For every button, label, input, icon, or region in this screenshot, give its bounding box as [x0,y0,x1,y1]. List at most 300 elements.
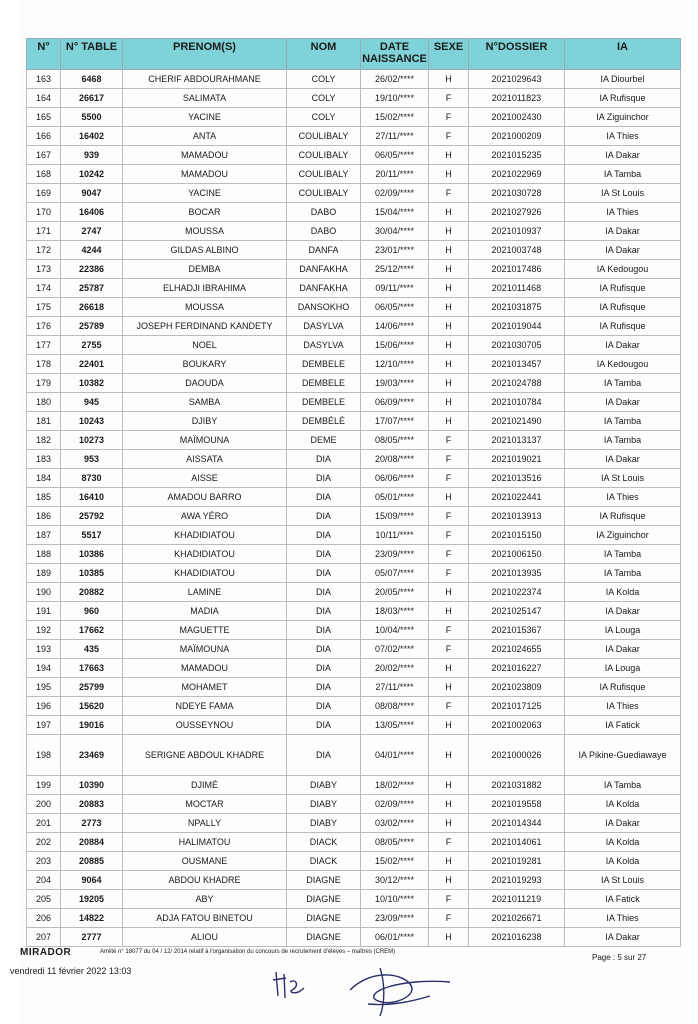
first-names: MAÏMOUNA [123,431,287,450]
table-row [27,450,681,469]
first-names: LAMINE [123,583,287,602]
row-number: 174 [27,279,61,298]
ia-office: IA Louga [565,659,681,678]
ia-office: IA Rufisque [565,317,681,336]
table-number: 2773 [61,814,123,833]
file-number: 2021031882 [469,776,565,795]
row-number: 164 [27,89,61,108]
file-number: 2021029643 [469,70,565,89]
table-number: 20882 [61,583,123,602]
birth-date: 30/04/**** [361,222,429,241]
table-row [27,716,681,735]
last-name: COLY [287,89,361,108]
last-name: DIABY [287,776,361,795]
table-row [27,469,681,488]
table-number: 10385 [61,564,123,583]
ia-office: IA Rufisque [565,298,681,317]
ia-office: IA St Louis [565,184,681,203]
table-number: 17662 [61,621,123,640]
last-name: DIAGNE [287,928,361,947]
table-number: 26617 [61,89,123,108]
table-number: 10242 [61,165,123,184]
last-name: DANFAKHA [287,279,361,298]
table-number: 939 [61,146,123,165]
birth-date: 23/01/**** [361,241,429,260]
file-number: 2021000026 [469,735,565,776]
first-names: DJIMÉ [123,776,287,795]
first-names: DAOUDA [123,374,287,393]
first-names: BOCAR [123,203,287,222]
first-names: AMADOU BARRO [123,488,287,507]
birth-date: 30/12/**** [361,871,429,890]
ia-office: IA Thies [565,488,681,507]
birth-date: 26/02/**** [361,70,429,89]
last-name: DIA [287,469,361,488]
birth-date: 15/06/**** [361,336,429,355]
file-number: 2021017486 [469,260,565,279]
sex: F [429,564,469,583]
last-name: DIA [287,640,361,659]
last-name: DEME [287,431,361,450]
first-names: SALIMATA [123,89,287,108]
table-number: 15620 [61,697,123,716]
file-number: 2021024788 [469,374,565,393]
row-number: 167 [27,146,61,165]
table-row [27,814,681,833]
sex: H [429,260,469,279]
table-row [27,374,681,393]
row-number: 198 [27,735,61,776]
ia-office: IA Louga [565,621,681,640]
sex: F [429,127,469,146]
last-name: DIACK [287,833,361,852]
first-names: AISSE [123,469,287,488]
table-number: 25789 [61,317,123,336]
row-number: 189 [27,564,61,583]
birth-date: 15/09/**** [361,507,429,526]
row-number: 186 [27,507,61,526]
file-number: 2021011219 [469,890,565,909]
sex: H [429,814,469,833]
ia-office: IA Ziguinchor [565,526,681,545]
birth-date: 10/11/**** [361,526,429,545]
last-name: DIA [287,488,361,507]
table-row [27,735,681,776]
first-names: JOSEPH FERDINAND KANDETY [123,317,287,336]
sex: H [429,298,469,317]
row-number: 205 [27,890,61,909]
last-name: DIA [287,583,361,602]
table-row [27,697,681,716]
sex: H [429,928,469,947]
sex: H [429,165,469,184]
last-name: DIA [287,450,361,469]
footer-print-date: vendredi 11 février 2022 13:03 [10,966,132,976]
table-number: 10382 [61,374,123,393]
file-number: 2021011823 [469,89,565,108]
ia-office: IA Dakar [565,393,681,412]
first-names: HALIMATOU [123,833,287,852]
first-names: SAMBA [123,393,287,412]
row-number: 175 [27,298,61,317]
file-number: 2021019044 [469,317,565,336]
table-number: 2747 [61,222,123,241]
row-number: 206 [27,909,61,928]
last-name: DEMBELE [287,355,361,374]
table-number: 10243 [61,412,123,431]
first-names: CHERIF ABDOURAHMANE [123,70,287,89]
table-row [27,602,681,621]
last-name: DIACK [287,852,361,871]
first-names: AISSATA [123,450,287,469]
last-name: DIA [287,602,361,621]
ia-office: IA Rufisque [565,279,681,298]
file-number: 2021000209 [469,127,565,146]
table-number: 9047 [61,184,123,203]
sex: F [429,184,469,203]
ia-office: IA Tamba [565,412,681,431]
table-row [27,108,681,127]
table-number: 5517 [61,526,123,545]
table-row [27,317,681,336]
first-names: YACINE [123,108,287,127]
table-row [27,640,681,659]
document-page [20,0,686,1024]
table-number: 25799 [61,678,123,697]
sex: H [429,374,469,393]
first-names: NOEL [123,336,287,355]
last-name: DASYLVA [287,317,361,336]
sex: F [429,469,469,488]
file-number: 2021016238 [469,928,565,947]
last-name: DEMBELE [287,393,361,412]
table-row [27,89,681,108]
ia-office: IA Kolda [565,852,681,871]
table-number: 2777 [61,928,123,947]
row-number: 172 [27,241,61,260]
row-number: 204 [27,871,61,890]
table-number: 23469 [61,735,123,776]
table-number: 2755 [61,336,123,355]
birth-date: 10/10/**** [361,890,429,909]
last-name: COLY [287,108,361,127]
birth-date: 06/06/**** [361,469,429,488]
sex: H [429,795,469,814]
birth-date: 06/09/**** [361,393,429,412]
table-number: 9064 [61,871,123,890]
first-names: DJIBY [123,412,287,431]
last-name: DIA [287,697,361,716]
ia-office: IA Fatick [565,716,681,735]
table-row [27,678,681,697]
row-number: 201 [27,814,61,833]
file-number: 2021026671 [469,909,565,928]
last-name: DIAGNE [287,890,361,909]
birth-date: 27/11/**** [361,678,429,697]
sex: F [429,545,469,564]
file-number: 2021024655 [469,640,565,659]
table-row [27,928,681,947]
ia-office: IA Kolda [565,583,681,602]
file-number: 2021022374 [469,583,565,602]
ia-office: IA Kedougou [565,260,681,279]
file-number: 2021002063 [469,716,565,735]
row-number: 163 [27,70,61,89]
table-row [27,412,681,431]
table-number: 17663 [61,659,123,678]
row-number: 203 [27,852,61,871]
last-name: DIA [287,716,361,735]
column-header: N° [27,39,61,70]
table-row [27,795,681,814]
first-names: MOCTAR [123,795,287,814]
first-names: KHADIDIATOU [123,526,287,545]
first-names: ALIOU [123,928,287,947]
table-row [27,526,681,545]
file-number: 2021030728 [469,184,565,203]
table-number: 10390 [61,776,123,795]
ia-office: IA Diourbel [565,70,681,89]
ia-office: IA Tamba [565,374,681,393]
column-header: PRENOM(S) [123,39,287,70]
table-row [27,146,681,165]
file-number: 2021025147 [469,602,565,621]
row-number: 173 [27,260,61,279]
last-name: DABO [287,203,361,222]
last-name: DIA [287,564,361,583]
table-number: 14822 [61,909,123,928]
last-name: DIA [287,735,361,776]
table-row [27,659,681,678]
file-number: 2021022969 [469,165,565,184]
file-number: 2021013457 [469,355,565,374]
sex: H [429,317,469,336]
last-name: DEMBELE [287,374,361,393]
first-names: ABDOU KHADRE [123,871,287,890]
first-names: ELHADJI IBRAHIMA [123,279,287,298]
birth-date: 06/01/**** [361,928,429,947]
table-number: 4244 [61,241,123,260]
sex: F [429,697,469,716]
row-number: 170 [27,203,61,222]
birth-date: 15/04/**** [361,203,429,222]
table-row [27,70,681,89]
birth-date: 08/05/**** [361,833,429,852]
birth-date: 02/09/**** [361,795,429,814]
table-row [27,165,681,184]
sex: H [429,241,469,260]
file-number: 2021011468 [469,279,565,298]
sex: F [429,89,469,108]
table-number: 20884 [61,833,123,852]
first-names: SERIGNE ABDOUL KHADRE [123,735,287,776]
birth-date: 23/09/**** [361,909,429,928]
last-name: COLY [287,70,361,89]
ia-office: IA Thies [565,909,681,928]
birth-date: 20/05/**** [361,583,429,602]
table-number: 19205 [61,890,123,909]
table-number: 22401 [61,355,123,374]
birth-date: 18/03/**** [361,602,429,621]
table-row [27,184,681,203]
sex: H [429,222,469,241]
table-body [27,70,681,947]
ia-office: IA Rufisque [565,89,681,108]
birth-date: 05/01/**** [361,488,429,507]
ia-office: IA Kedougou [565,355,681,374]
ia-office: IA Tamba [565,545,681,564]
sex: F [429,431,469,450]
row-number: 192 [27,621,61,640]
ia-office: IA Rufisque [565,678,681,697]
row-number: 184 [27,469,61,488]
last-name: COULIBALY [287,127,361,146]
sex: F [429,526,469,545]
birth-date: 20/08/**** [361,450,429,469]
file-number: 2021010937 [469,222,565,241]
file-number: 2021021490 [469,412,565,431]
row-number: 199 [27,776,61,795]
file-number: 2021015367 [469,621,565,640]
ia-office: IA Fatick [565,890,681,909]
file-number: 2021019293 [469,871,565,890]
sex: F [429,890,469,909]
file-number: 2021016227 [469,659,565,678]
row-number: 177 [27,336,61,355]
table-row [27,203,681,222]
first-names: BOUKARY [123,355,287,374]
sex: H [429,678,469,697]
first-names: MOHAMET [123,678,287,697]
table-number: 25792 [61,507,123,526]
table-row [27,545,681,564]
column-header: N°DOSSIER [469,39,565,70]
table-row [27,241,681,260]
sex: F [429,640,469,659]
row-number: 169 [27,184,61,203]
sex: H [429,659,469,678]
last-name: DIAGNE [287,909,361,928]
table-row [27,298,681,317]
table-row [27,393,681,412]
birth-date: 08/08/**** [361,697,429,716]
birth-date: 15/02/**** [361,852,429,871]
table-number: 945 [61,393,123,412]
first-names: ANTA [123,127,287,146]
sex: H [429,583,469,602]
last-name: DIA [287,526,361,545]
row-number: 188 [27,545,61,564]
ia-office: IA Thies [565,203,681,222]
sex: H [429,871,469,890]
row-number: 178 [27,355,61,374]
row-number: 194 [27,659,61,678]
table-number: 20885 [61,852,123,871]
table-row [27,833,681,852]
last-name: DANSOKHO [287,298,361,317]
birth-date: 18/02/**** [361,776,429,795]
first-names: ADJA FATOU BINETOU [123,909,287,928]
table-header-row [27,39,681,70]
row-number: 207 [27,928,61,947]
column-header: SEXE [429,39,469,70]
first-names: MADIA [123,602,287,621]
birth-date: 19/03/**** [361,374,429,393]
row-number: 171 [27,222,61,241]
sex: H [429,355,469,374]
last-name: DIABY [287,795,361,814]
birth-date: 13/05/**** [361,716,429,735]
ia-office: IA Dakar [565,146,681,165]
last-name: DIAGNE [287,871,361,890]
table-number: 19016 [61,716,123,735]
sex: H [429,412,469,431]
birth-date: 06/05/**** [361,298,429,317]
ia-office: IA Ziguinchor [565,108,681,127]
table-row [27,222,681,241]
table-number: 8730 [61,469,123,488]
first-names: NPALLY [123,814,287,833]
row-number: 183 [27,450,61,469]
file-number: 2021015150 [469,526,565,545]
table-row [27,127,681,146]
ia-office: IA Rufisque [565,507,681,526]
footer-brand: MIRADOR [20,947,72,958]
ia-office: IA Tamba [565,431,681,450]
ia-office: IA Dakar [565,602,681,621]
table-row [27,564,681,583]
table-number: 6468 [61,70,123,89]
table-row [27,909,681,928]
last-name: DABO [287,222,361,241]
table-number: 16402 [61,127,123,146]
birth-date: 15/02/**** [361,108,429,127]
birth-date: 20/11/**** [361,165,429,184]
last-name: DEMBÉLÉ [287,412,361,431]
table-number: 20883 [61,795,123,814]
first-names: MAGUETTE [123,621,287,640]
last-name: DANFAKHA [287,260,361,279]
row-number: 191 [27,602,61,621]
column-header: NOM [287,39,361,70]
last-name: DIABY [287,814,361,833]
row-number: 182 [27,431,61,450]
last-name: COULIBALY [287,165,361,184]
row-number: 202 [27,833,61,852]
birth-date: 04/01/**** [361,735,429,776]
file-number: 2021017125 [469,697,565,716]
ia-office: IA Dakar [565,336,681,355]
ia-office: IA Dakar [565,814,681,833]
ia-office: IA Thies [565,127,681,146]
table-row [27,336,681,355]
last-name: DANFA [287,241,361,260]
row-number: 200 [27,795,61,814]
table-number: 25787 [61,279,123,298]
row-number: 166 [27,127,61,146]
ia-office: IA St Louis [565,469,681,488]
file-number: 2021014344 [469,814,565,833]
row-number: 181 [27,412,61,431]
last-name: DIA [287,507,361,526]
file-number: 2021013137 [469,431,565,450]
birth-date: 10/04/**** [361,621,429,640]
table-row [27,431,681,450]
first-names: MOUSSA [123,298,287,317]
sex: H [429,279,469,298]
ia-office: IA Kolda [565,833,681,852]
signature-official [340,960,460,1020]
